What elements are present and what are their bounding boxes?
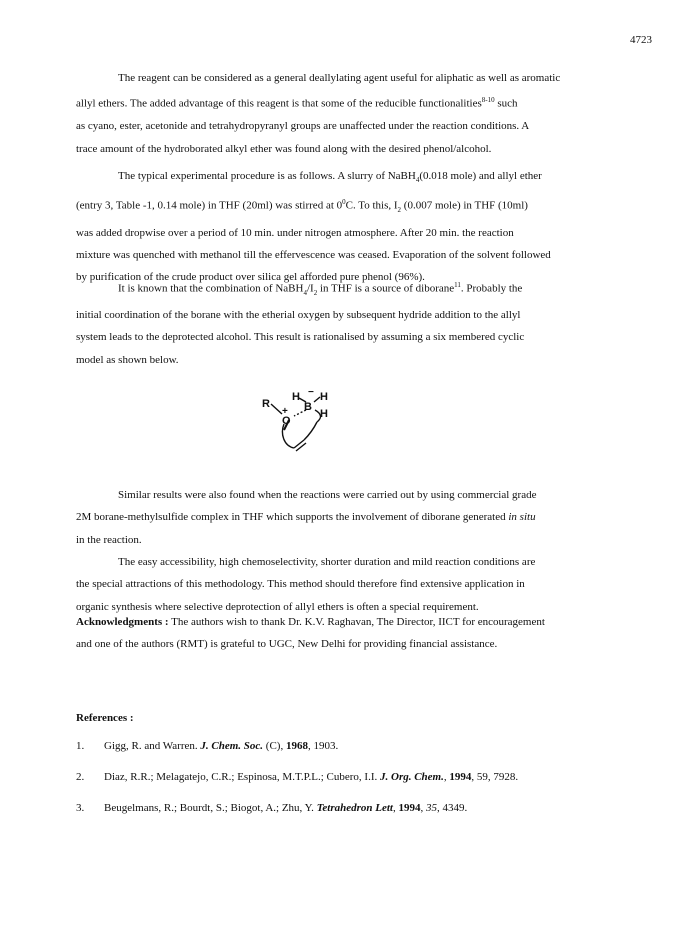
p2-l2c: (0.007 mole) in THF (10ml) xyxy=(401,200,528,213)
p2-degree: 0 xyxy=(342,198,346,207)
ref-2-num: 2. xyxy=(76,771,85,783)
ref-1-year: 1968 xyxy=(285,740,308,752)
p2-l2a: (entry 3, Table -1, 0.14 mole) in THF (20ml) was stirred at 0 xyxy=(76,200,343,213)
ref-3-authors: Beugelmans, R.; Bourdt, S.; Biogot, A.; Zhu, Y. xyxy=(104,802,317,814)
p2-l1a: The typical experimental procedure is as follows. A slurry of NaBH xyxy=(118,170,416,182)
paragraph-1 xyxy=(76,67,611,160)
p5-line-3: organic synthesis where selective deprotection of allyl ethers is often a special requirement. xyxy=(76,600,479,613)
paragraph-3 xyxy=(76,274,611,371)
p2-sub-2: 2 xyxy=(397,206,402,215)
ref-2-tail: , 59, 7928. xyxy=(471,771,519,783)
p2-line-1 xyxy=(76,165,611,191)
p1-citation: 8-10 xyxy=(481,96,495,105)
p3-sub-2: 2 xyxy=(313,288,318,297)
paragraph-4 xyxy=(76,484,611,551)
ref-2-authors: Diaz, R.R.; Melagatejo, C.R.; Espinosa, M.T.P.L.; Cubero, I.I. xyxy=(104,771,380,783)
ack-label: Acknowledgments : xyxy=(76,616,169,628)
cyclic-model-structure xyxy=(262,388,362,460)
reference-1 xyxy=(76,740,338,752)
ref-3-volume: 35 xyxy=(425,802,437,814)
p2-sub-4: 4 xyxy=(415,176,420,185)
p2-l2b: C. To this, I xyxy=(345,200,398,213)
struct-label-h3: H xyxy=(320,408,328,420)
p3-line-4: model as shown below. xyxy=(76,353,179,366)
p2-line-4: mixture was quenched with methanol till the effervescence was ceased. Evaporation of the solvent followed xyxy=(76,248,551,261)
ref-2-journal: J. Org. Chem. xyxy=(380,771,444,783)
p1-line-2 xyxy=(76,89,611,115)
ref-1-tail: , 1903. xyxy=(307,740,339,752)
ref-1-num: 1. xyxy=(76,740,85,752)
p3-line-3: system leads to the deprotected alcohol. This result is rationalised by assuming a six membered cyclic xyxy=(76,331,525,344)
ref-1-mid: (C), xyxy=(263,740,286,752)
struct-label-r: R xyxy=(262,398,270,410)
ref-3-tail: , 4349. xyxy=(436,802,468,814)
p4-line-1: Similar results were also found when the reactions were carried out by using commercial grade xyxy=(118,489,537,501)
p3-citation: 11 xyxy=(454,281,461,289)
p4-line-2 xyxy=(76,506,611,528)
reference-2 xyxy=(76,771,518,783)
ref-2-mid: , xyxy=(443,771,450,783)
p3-line-2: initial coordination of the borane with the etherial oxygen by subsequent hydride addition to the allyl xyxy=(76,309,521,322)
struct-label-b: B xyxy=(304,401,312,413)
struct-label-minus: − xyxy=(308,388,314,398)
p1-line-2-tail: such xyxy=(494,97,518,110)
ref-3-year: 1994 xyxy=(398,802,421,814)
p4-line-3: in the reaction. xyxy=(76,533,142,546)
p3-sub-4: 4 xyxy=(303,288,307,297)
ref-3-mid: , xyxy=(392,802,399,814)
page-number: 4723 xyxy=(630,34,652,46)
struct-label-o: O xyxy=(282,415,291,427)
p2-line-2 xyxy=(76,191,611,221)
ref-2-year: 1994 xyxy=(449,771,472,783)
references-heading: References : xyxy=(76,712,134,724)
ack-text-1: The authors wish to thank Dr. K.V. Raghavan, The Director, IICT for encouragement xyxy=(168,616,545,628)
p3-l1d: . Probably the xyxy=(460,282,523,295)
p1-line-1: The reagent can be considered as a general deallylating agent useful for aliphatic as well as aromatic xyxy=(118,72,561,84)
p3-l1a: It is known that the combination of NaBH xyxy=(118,282,304,295)
p5-line-1: The easy accessibility, high chemoselectivity, shorter duration and mild reaction conditions are xyxy=(118,556,536,568)
ack-line-2: and one of the authors (RMT) is grateful to UGC, New Delhi for providing financial assistance. xyxy=(76,638,498,651)
struct-label-plus: + xyxy=(282,406,288,417)
struct-label-h2: H xyxy=(320,391,328,403)
ref-3-journal: Tetrahedron Lett xyxy=(316,802,393,814)
ref-3-sep: , xyxy=(420,802,426,814)
ack-line-1 xyxy=(76,611,611,633)
p4-in-situ: in situ xyxy=(508,511,536,524)
p2-l1b: (0.018 mole) and allyl ether xyxy=(419,170,542,182)
p3-l1b: /I xyxy=(306,282,314,295)
p3-l1c: in THF is a source of diborane xyxy=(317,282,455,295)
p3-line-1 xyxy=(76,274,611,304)
p2-line-5: by purification of the crude product over silica gel afforded pure phenol (96%). xyxy=(76,271,425,284)
p5-line-2: the special attractions of this methodology. This method should therefore find extensive application in xyxy=(76,578,525,591)
ref-1-journal: J. Chem. Soc. xyxy=(200,740,264,752)
p1-line-3: as cyano, ester, acetonide and tetrahydropyranyl groups are unaffected under the reaction conditions. A xyxy=(76,120,530,133)
ref-3-num: 3. xyxy=(76,802,85,814)
p1-line-4: trace amount of the hydroborated alkyl ether was found along with the desired phenol/alcohol. xyxy=(76,142,492,155)
p2-line-3: was added dropwise over a period of 10 min. under nitrogen atmosphere. After 20 min. the reaction xyxy=(76,226,514,239)
reference-3 xyxy=(76,802,467,814)
p4-l2a: 2M borane-methylsulfide complex in THF which supports the involvement of diborane generated xyxy=(76,511,509,524)
ref-1-authors: Gigg, R. and Warren. xyxy=(104,740,201,752)
acknowledgments xyxy=(76,611,611,656)
paragraph-5 xyxy=(76,551,611,618)
paragraph-2 xyxy=(76,165,611,289)
struct-label-h1: H xyxy=(292,391,300,403)
p1-line-2-text: allyl ethers. The added advantage of this reagent is that some of the reducible functionalities xyxy=(76,97,482,110)
struct-bonds xyxy=(271,397,321,451)
